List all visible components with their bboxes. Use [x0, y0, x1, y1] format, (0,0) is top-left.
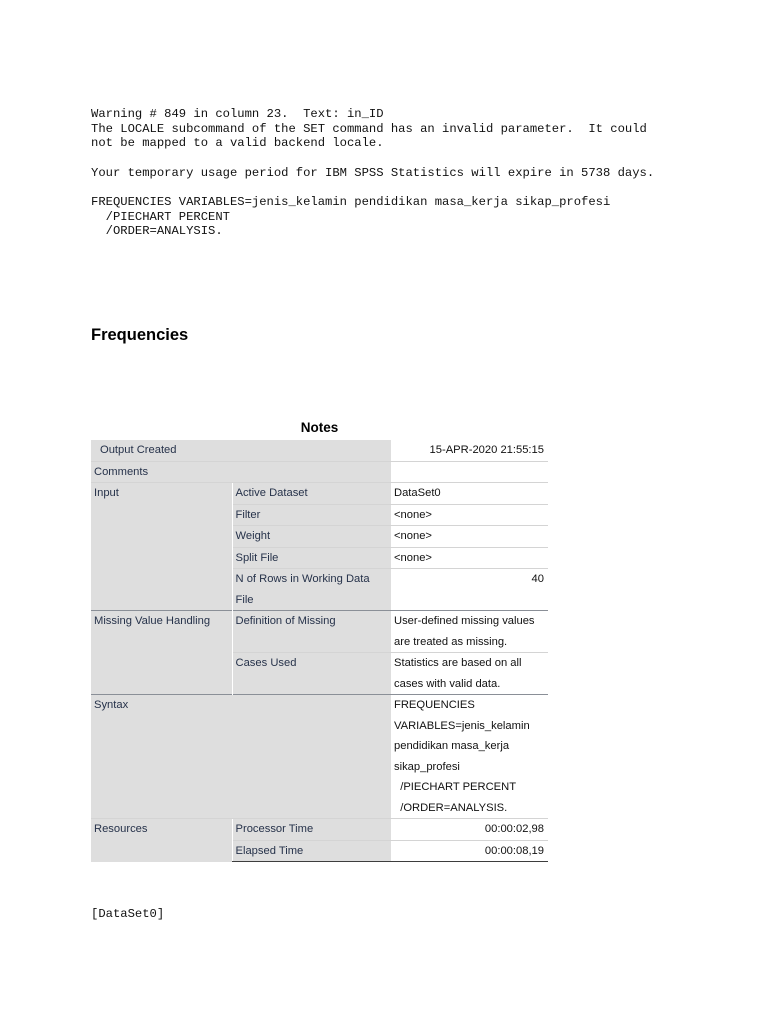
table-row: [91, 483, 548, 505]
row-label-cases-used: Cases Used: [232, 653, 391, 695]
row-label-syntax: Syntax: [91, 695, 391, 819]
notes-table: [91, 440, 548, 862]
syntax-value-line: /PIECHART PERCENT: [394, 781, 517, 793]
table-row: [91, 819, 548, 841]
filter-value: <none>: [391, 504, 548, 526]
table-row: [91, 611, 548, 653]
syntax-value-line: FREQUENCIES: [394, 699, 475, 711]
row-label-weight: Weight: [232, 526, 391, 548]
dataset-line: [DataSet0]: [91, 907, 165, 921]
row-group-missing: Missing Value Handling: [91, 611, 232, 695]
syntax-log: [91, 195, 610, 239]
row-label-comments: Comments: [91, 461, 391, 483]
definition-of-missing-value: User-defined missing values are treated as missing.: [391, 611, 548, 653]
row-group-input: Input: [91, 483, 232, 611]
output-created-value: 15-APR-2020 21:55:15: [391, 440, 548, 461]
usage-line: Your temporary usage period for IBM SPSS Statistics will expire in 5738 days.: [91, 166, 655, 180]
table-row: [91, 461, 548, 483]
row-label-n-of-rows: N of Rows in Working Data File: [232, 569, 391, 611]
syntax-value-line: /ORDER=ANALYSIS.: [394, 801, 508, 814]
processor-time-value: 00:00:02,98: [391, 819, 548, 841]
table-row: [91, 695, 548, 819]
row-group-resources: Resources: [91, 819, 232, 862]
row-label-active-dataset: Active Dataset: [232, 483, 391, 505]
row-label-output-created: Output Created: [91, 440, 391, 461]
elapsed-time-value: 00:00:08,19: [391, 840, 548, 862]
syntax-value-line: pendidikan masa_kerja: [394, 740, 510, 752]
row-label-filter: Filter: [232, 504, 391, 526]
table-row: [91, 440, 548, 461]
locale-line-1: The LOCALE subcommand of the SET command has an invalid parameter. It could: [91, 121, 647, 136]
row-label-definition-of-missing: Definition of Missing: [232, 611, 391, 653]
notes-table-title: Notes: [300, 420, 339, 435]
split-file-value: <none>: [391, 547, 548, 569]
weight-value: <none>: [391, 526, 548, 548]
section-title: Frequencies: [91, 326, 189, 344]
n-of-rows-value: 40: [391, 569, 548, 611]
warning-log: [91, 107, 647, 151]
syntax-line-2: /PIECHART PERCENT: [91, 209, 230, 224]
warning-line: Warning # 849 in column 23. Text: in_ID: [91, 107, 384, 121]
usage-log: [91, 166, 654, 181]
syntax-value-line: VARIABLES=jenis_kelamin: [394, 719, 530, 732]
active-dataset-value: DataSet0: [391, 483, 548, 505]
syntax-value-line: sikap_profesi: [394, 760, 460, 773]
locale-line-2: not be mapped to a valid backend locale.: [91, 136, 384, 151]
row-label-split-file: Split File: [232, 547, 391, 569]
syntax-line-1: FREQUENCIES VARIABLES=jenis_kelamin pendidikan masa_kerja sikap_profesi: [91, 195, 611, 209]
syntax-line-3: /ORDER=ANALYSIS.: [91, 224, 223, 239]
comments-value: [391, 461, 548, 483]
row-label-elapsed-time: Elapsed Time: [232, 840, 391, 862]
cases-used-value: Statistics are based on all cases with valid data.: [391, 653, 548, 695]
syntax-value: [391, 695, 548, 819]
row-label-processor-time: Processor Time: [232, 819, 391, 841]
